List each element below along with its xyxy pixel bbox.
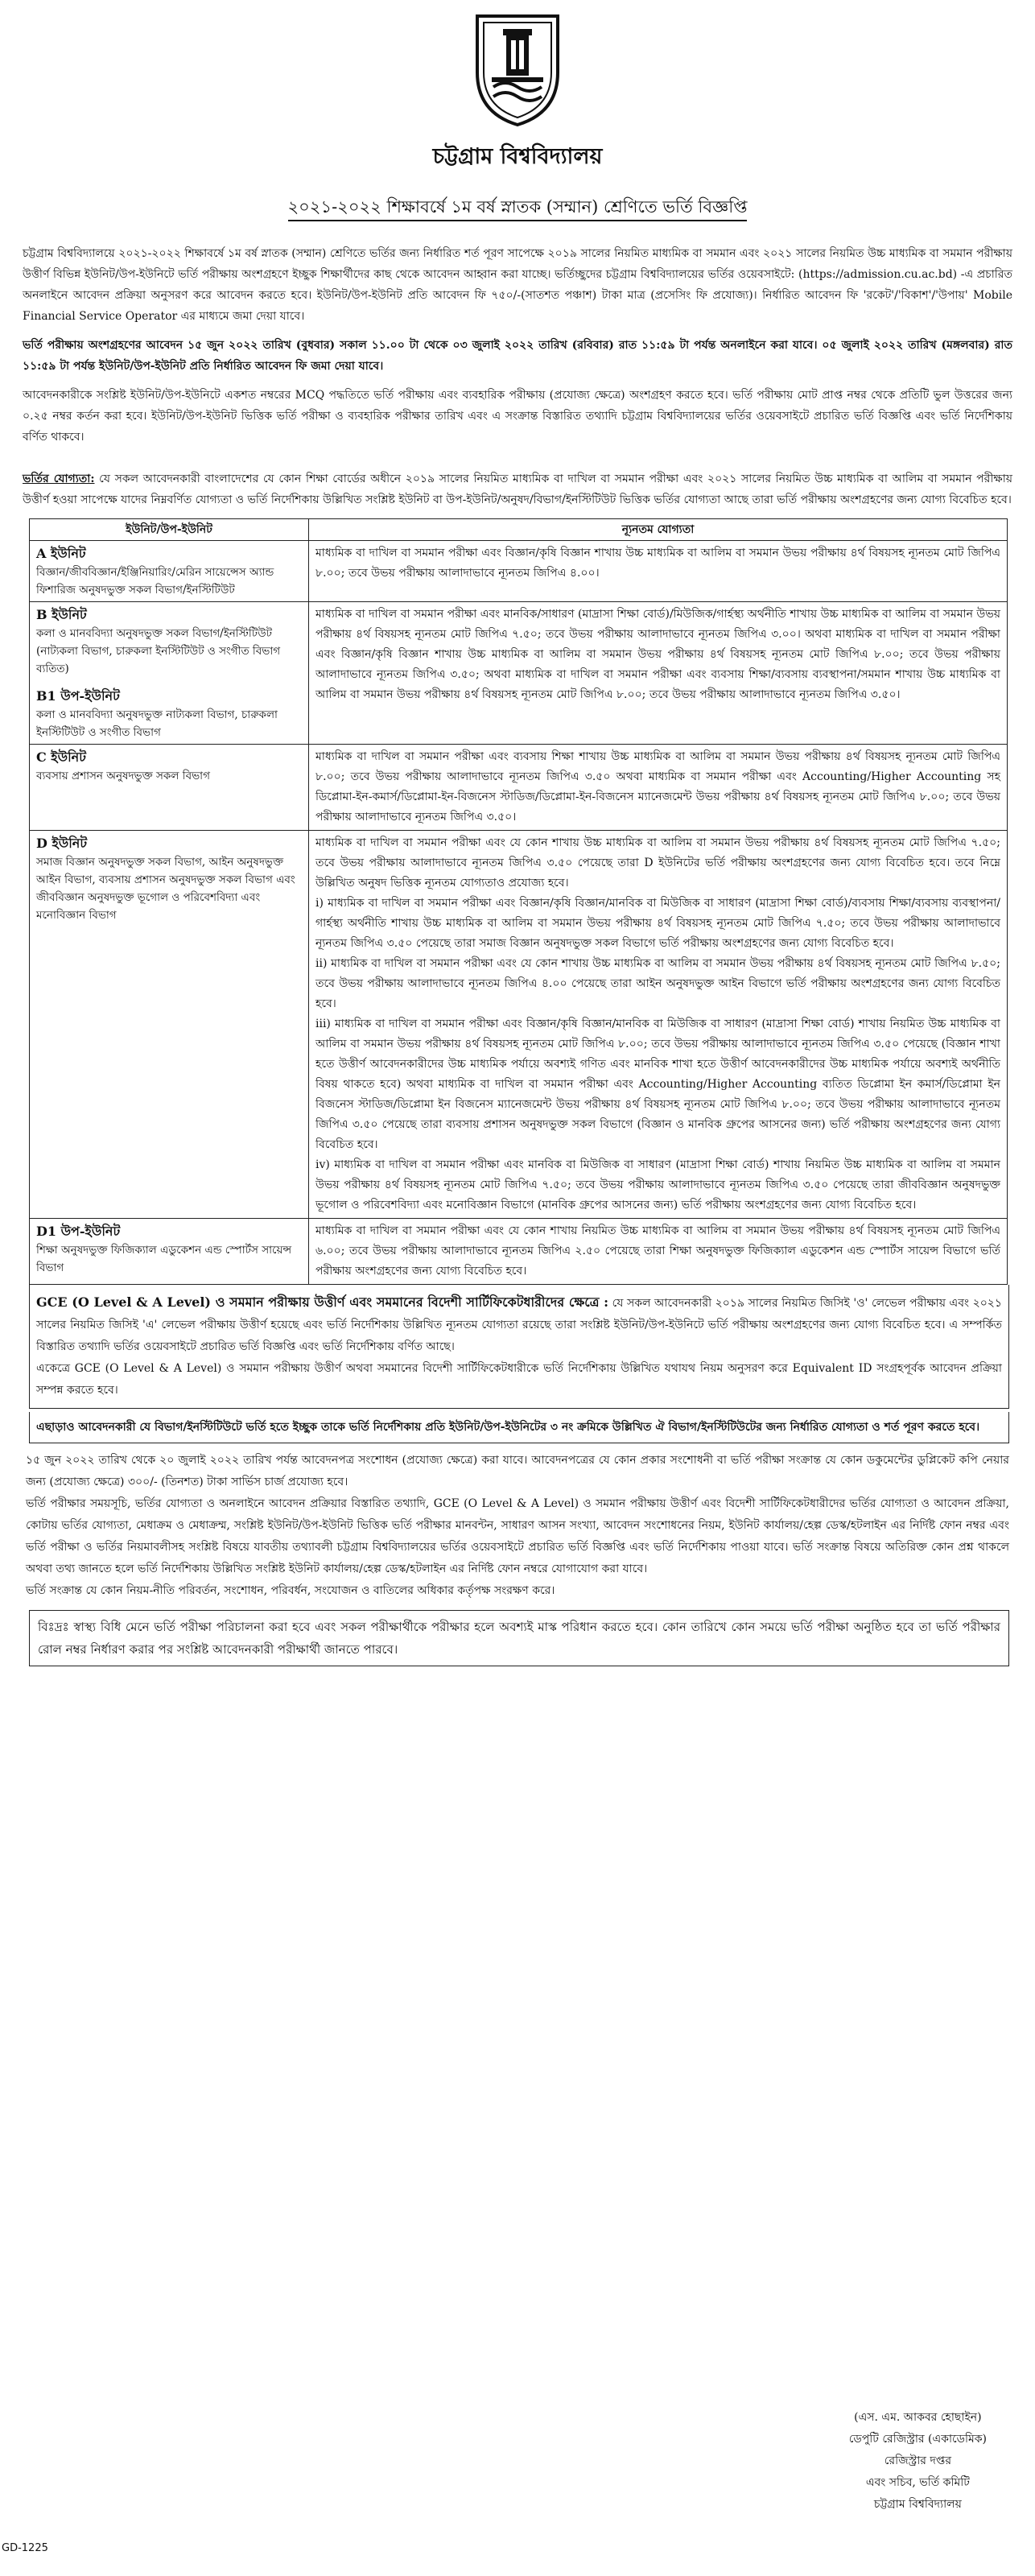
- correction-paragraph: ১৫ জুন ২০২২ তারিখ থেকে ২০ জুলাই ২০২২ তারিখ পর্যন্ত আবেদনপত্র সংশোধন (প্রযোজ্য ক্ষেত্রে) করা যাবে। আবেদনপত্রের যে কোন প্রকার সংশোধনী বা ভর্তি পরীক্ষা সংক্রান্ত যে কোন ডকুমেন্টের ডুপ্লিকেট কপি নেয়ার জন্য (প্রযোজ্য ক্ষেত্রে) ৩০০/- (তিনশত) টাকা সার্ভিস চার্জ প্রযোজ্য হবে।: [26, 1454, 1009, 1488]
- eligibility-table: [29, 518, 1008, 1285]
- header-unit: ইউনিট/উপ-ইউনিট: [30, 519, 309, 541]
- gce-text-1: যে সকল আবেদনকারী ২০১৯ সালের নিয়মিত জিসিই 'ও' লেভেল পরীক্ষায় এবং ২০২১ সালের নিয়মিত জিসিই 'এ' লেভেল পরীক্ষায় উত্তীর্ণ হয়েছে এবং ভর্তি নির্দেশিকায় উল্লিখিত ন্যূনতম যোগ্যতা রয়েছে তারা সংশ্লিষ্ট ইউনিট/উপ-ইউনিটে ভর্তি পরীক্ষায় অংশগ্রহণের জন্য যোগ্য বিবেচিত হবে। এ সম্পর্কিত বিস্তারিত তথ্যাদি ভর্তির ওয়েবসাইটে প্রচারিত ভর্তি বিজ্ঞপ্তি এবং ভর্তি নির্দেশিকায় বর্ণিত আছে।: [36, 1297, 1002, 1353]
- signatory-name: (এস. এম. আকবর হোছাইন): [854, 2411, 982, 2424]
- header-requirement: ন্যূনতম যোগ্যতা: [309, 519, 1008, 541]
- unit-name: D ইউনিট: [36, 836, 88, 851]
- table-header-row: [30, 519, 1008, 541]
- table-row-d1-unit: [30, 1219, 1008, 1285]
- gce-section: [29, 1285, 1009, 1409]
- signatory-university: চট্টগ্রাম বিশ্ববিদ্যালয়: [873, 2498, 962, 2511]
- gce-paragraph-1: [36, 1291, 1002, 1358]
- sub-unit-description: কলা ও মানববিদ্যা অনুষদভুক্ত নাট্যকলা বিভাগ, চারুকলা ইনস্টিটিউট ও সংগীত বিভাগ: [36, 708, 278, 739]
- eligibility-text: যে সকল আবেদনকারী বাংলাদেশের যে কোন শিক্ষা বোর্ডের অধীনে ২০১৯ সালের নিয়মিত মাধ্যমিক বা দাখিল বা সমমান পরীক্ষা এবং ২০২১ সালের নিয়মিত উচ্চ মাধ্যমিক বা আলিম বা সমমান পরীক্ষায় উত্তীর্ণ হওয়া সাপেক্ষে যাদের নিম্নবর্ণিত যোগ্যতা ও ভর্তি নির্দেশিকায় উল্লিখিত সংশ্লিষ্ট ইউনিট বা উপ-ইউনিট/অনুষদ/বিভাগ/ইনস্টিটিউট ভিত্তিক ভর্তির যোগ্যতা আছে তারা ভর্তি পরীক্ষায় অংশগ্রহণের জন্য যোগ্য বিবেচিত হবে।: [23, 473, 1012, 506]
- university-logo: [23, 8, 1012, 137]
- table-row-b-unit: [30, 602, 1008, 745]
- eligibility-label: ভর্তির যোগ্যতা:: [23, 473, 95, 485]
- unit-cell: [30, 541, 309, 602]
- health-warning-note: বিঃদ্রঃ স্বাস্থ্য বিধি মেনে ভর্তি পরীক্ষা পরিচালনা করা হবে এবং সকল পরীক্ষার্থীকে পরীক্ষার হলে অবশ্যই মাস্ক পরিধান করতে হবে। কোন তারিখে কোন সময়ে ভর্তি পরীক্ষা অনুষ্ঠিত হবে তা ভর্তি পরীক্ষার রোল নম্বর নির্ধারণ করার পর সংশ্লিষ্ট আবেদনকারী পরীক্ষার্থী জানতে পারবে।: [29, 1610, 1009, 1666]
- intro-paragraph-3: আবেদনকারীকে সংশ্লিষ্ট ইউনিট/উপ-ইউনিটে একশত নম্বরের MCQ পদ্ধতিতে ভর্তি পরীক্ষায় এবং ব্যবহারিক পরীক্ষায় (প্রযোজ্য ক্ষেত্রে) অংশগ্রহণ করতে হবে। ভর্তি পরীক্ষায় মোট প্রাপ্ত নম্বর থেকে প্রতিটি ভুল উত্তরের জন্য ০.২৫ নম্বর কর্তন করা হবে। ইউনিট/উপ-ইউনিট ভিত্তিক ভর্তি পরীক্ষা ও ব্যবহারিক পরীক্ষার তারিখ এবং এ সংক্রান্ত বিস্তারিত তথ্যাদি চট্টগ্রাম বিশ্ববিদ্যালয়ের ভর্তির ওয়েবসাইটে প্রচারিত ভর্তি বিজ্ঞপ্তি এবং ভর্তি নির্দেশিকায় বর্ণিত থাকবে।: [23, 389, 1012, 444]
- requirement-main: মাধ্যমিক বা দাখিল বা সমমান পরীক্ষা এবং যে কোন শাখায় উচ্চ মাধ্যমিক বা আলিম বা সমমান উভয় পরীক্ষায় ৪র্থ বিষয়সহ ন্যূনতম মোট জিপিএ ৭.৫০; তবে উভয় পরীক্ষায় আলাদাভাবে ন্যূনতম জিপিএ ৩.৫০ পেয়েছে তারা D ইউনিটের ভর্তি পরীক্ষায় অংশগ্রহণের জন্য যোগ্য বিবেচিত হবে। তবে নিম্নে উল্লিখিত অনুষদ ভিত্তিক ন্যূনতম যোগ্যতাও প্রযোজ্য হবে।: [315, 836, 1000, 890]
- requirement-item: ii) মাধ্যমিক বা দাখিল বা সমমান পরীক্ষা এবং যে কোন শাখায় উচ্চ মাধ্যমিক বা আলিম বা সমমান উভয় পরীক্ষায় ৪র্থ বিষয়সহ ন্যূনতম মোট জিপিএ ৮.৫০; তবে উভয় পরীক্ষায় আলাদাভাবে ন্যূনতম জিপিএ ৪.০০ পেয়েছে তারা আইন অনুষদভুক্ত আইন বিভাগে ভর্তি পরীক্ষায় অংশগ্রহণের জন্য যোগ্য বিবেচিত হবে।: [315, 957, 1000, 1010]
- requirement-cell: মাধ্যমিক বা দাখিল বা সমমান পরীক্ষা এবং ব্যবসায় শিক্ষা শাখায় উচ্চ মাধ্যমিক বা আলিম বা সমমান উভয় পরীক্ষায় ৪র্থ বিষয়সহ ন্যূনতম মোট জিপিএ ৮.০০; তবে উভয় পরীক্ষায় আলাদাভাবে ন্যূনতম জিপিএ ৩.৫০ অথবা মাধ্যমিক বা সমমান পরীক্ষা এবং Accounting/Higher Accounting সহ ডিপ্লোমা-ইন-কমার্স/ডিপ্লোমা-ইন-বিজনেস স্টাডিজ/ডিপ্লোমা-ইন-বিজনেস ম্যানেজমেন্ট উভয় পরীক্ষায় ৪র্থ বিষয়সহ ন্যূনতম মোট জিপিএ ৮.০০; তবে উভয় পরীক্ষায় আলাদাভাবে ন্যূনতম জিপিএ ৩.৫০।: [309, 745, 1008, 831]
- university-name: চট্টগ্রাম বিশ্ববিদ্যালয়: [432, 144, 603, 169]
- additional-info: [23, 1450, 1012, 1602]
- unit-cell: [30, 1219, 309, 1285]
- table-row-c-unit: [30, 745, 1008, 831]
- unit-name: C ইউনিট: [36, 749, 86, 765]
- intro-paragraph-2: ভর্তি পরীক্ষায় অংশগ্রহণের আবেদন ১৫ জুন ২০২২ তারিখ (বুধবার) সকাল ১১.০০ টা থেকে ০৩ জুলাই ২০২২ তারিখ (রবিবার) রাত ১১:৫৯ টা পর্যন্ত অনলাইনে করা যাবে। ০৫ জুলাই ২০২২ তারিখ (মঙ্গলবার) রাত ১১:৫৯ টা পর্যন্ত ইউনিট/উপ-ইউনিট প্রতি নির্ধারিত আবেদন ফি জমা দেয়া যাবে।: [23, 339, 1012, 373]
- unit-cell: [30, 831, 309, 1219]
- requirement-cell: মাধ্যমিক বা দাখিল বা সমমান পরীক্ষা এবং বিজ্ঞান/কৃষি বিজ্ঞান শাখায় উচ্চ মাধ্যমিক বা আলিম বা সমমান উভয় পরীক্ষায় ৪র্থ বিষয়সহ ন্যূনতম মোট জিপিএ ৮.০০; তবে উভয় পরীক্ষায় আলাদাভাবে ন্যূনতম জিপিএ ৪.০০।: [309, 541, 1008, 602]
- unit-name: D1 উপ-ইউনিট: [36, 1224, 121, 1239]
- authority-paragraph: ভর্তি সংক্রান্ত যে কোন নিয়ম-নীতি পরিবর্তন, সংশোধন, পরিবর্ধন, সংযোজন ও বাতিলের অধিকার কর্তৃপক্ষ সংরক্ষণ করে।: [26, 1584, 555, 1597]
- signatory-committee: এবং সচিব, ভর্তি কমিটি: [865, 2476, 970, 2489]
- table-row-a-unit: [30, 541, 1008, 602]
- table-row-d-unit: [30, 831, 1008, 1219]
- unit-description: বিজ্ঞান/জীববিজ্ঞান/ইঞ্জিনিয়ারিং/মেরিন সায়েন্সেস অ্যান্ড ফিশারিজ অনুষদভুক্ত সকল বিভাগ/ইনস্টিটিউট: [36, 566, 274, 597]
- signature-block: [849, 2407, 987, 2516]
- unit-description: সমাজ বিজ্ঞান অনুষদভুক্ত সকল বিভাগ, আইন অনুষদভুক্ত আইন বিভাগ, ব্যবসায় প্রশাসন অনুষদভুক্ত সকল বিভাগ এবং জীববিজ্ঞান অনুষদভুক্ত ভূগোল ও পরিবেশবিদ্যা এবং মনোবিজ্ঞান বিভাগ: [36, 856, 295, 922]
- gd-code: GD-1225: [2, 2542, 48, 2554]
- university-emblem-icon: [469, 8, 566, 129]
- requirement-cell: মাধ্যমিক বা দাখিল বা সমমান পরীক্ষা এবং মানবিক/সাধারণ (মাদ্রাসা শিক্ষা বোর্ড)/মিউজিক/গার্হস্থ্য অর্থনীতি শাখায় উচ্চ মাধ্যমিক বা আলিম বা সমমান উভয় পরীক্ষায় ৪র্থ বিষয়সহ ন্যূনতম মোট জিপিএ ৭.৫০; তবে উভয় পরীক্ষায় আলাদাভাবে ন্যূনতম জিপিএ ৩.০০। অথবা মাধ্যমিক বা দাখিল বা সমমান পরীক্ষা এবং বিজ্ঞান/কৃষি বিজ্ঞান শাখায় উচ্চ মাধ্যমিক বা আলিম বা সমমান উভয় পরীক্ষায় ৪র্থ বিষয়সহ ন্যূনতম মোট জিপিএ ৮.০০; তবে উভয় পরীক্ষায় আলাদাভাবে ন্যূনতম জিপিএ ৩.৫০; অথবা মাধ্যমিক বা দাখিল বা সমমান পরীক্ষা এবং ব্যবসায় শিক্ষা/ব্যবসায় ব্যবস্থাপনা/সমমান শাখায় উচ্চ মাধ্যমিক বা আলিম বা সমমান উভয় পরীক্ষায় ৪র্থ বিষয়সহ ন্যূনতম মোট জিপিএ ৮.০০; তবে উভয় পরীক্ষায় আলাদাভাবে ন্যূনতম জিপিএ ৩.৫০।: [309, 602, 1008, 745]
- requirement-cell: [309, 831, 1008, 1219]
- requirement-cell: মাধ্যমিক বা দাখিল বা সমমান পরীক্ষা এবং যে কোন শাখায় নিয়মিত উচ্চ মাধ্যমিক বা আলিম বা সমমান উভয় পরীক্ষায় ৪র্থ বিষয়সহ ন্যূনতম মোট জিপিএ ৬.০০; তবে উভয় পরীক্ষায় আলাদাভাবে ন্যূনতম জিপিএ ২.৫০ পেয়েছে তারা শিক্ষা অনুষদভুক্ত ফিজিক্যাল এডুকেশন এন্ড স্পোর্টস সায়েন্স বিভাগে ভর্তি পরীক্ষায় অংশগ্রহণের জন্য যোগ্য বিবেচিত হবে।: [309, 1219, 1008, 1285]
- gce-paragraph-2: একেত্রে GCE (O Level & A Level) ও সমমান পরীক্ষায় উত্তীর্ণ অথবা সমমানের বিদেশী সার্টিফিকেটধারীকে ভর্তি নির্দেশিকায় উল্লিখিত যথাযথ নিয়ম অনুসরণ করে Equivalent ID সংগ্রহপূর্বক আবেদন প্রক্রিয়া সম্পন্ন করতে হবে।: [36, 1362, 1002, 1397]
- gce-heading: GCE (O Level & A Level) ও সমমান পরীক্ষায় উত্তীর্ণ এবং সমমানের বিদেশী সার্টিফিকেটধারীদের ক্ষেত্রে :: [36, 1294, 609, 1310]
- requirement-item: iii) মাধ্যমিক বা দাখিল বা সমমান পরীক্ষা এবং বিজ্ঞান/কৃষি বিজ্ঞান/মানবিক বা মিউজিক বা সাধারণ (মাদ্রাসা শিক্ষা বোর্ড) শাখায় নিয়মিত উচ্চ মাধ্যমিক বা আলিম বা সমমান উভয় পরীক্ষায় ৪র্থ বিষয়সহ ন্যূনতম মোট জিপিএ ৮.০০; তবে উভয় পরীক্ষায় আলাদাভাবে ন্যূনতম জিপিএ ৩.৫০ পেয়েছে (বিজ্ঞান শাখা হতে উত্তীর্ণ আবেদনকারীদের উচ্চ মাধ্যমিক পর্যায়ে অবশ্যই গণিত এবং মানবিক শাখা হতে উত্তীর্ণ আবেদনকারীদের উচ্চ মাধ্যমিক পর্যায়ে অবশ্যই অর্থনীতি বিষয় থাকতে হবে) অথবা মাধ্যমিক বা দাখিল বা সমমান পরীক্ষা এবং Accounting/Higher Accounting ব্যতিত ডিপ্লোমা ইন কমার্স/ডিপ্লোমা ইন বিজনেস স্টাডিজ/ডিপ্লোমা ইন বিজনেস ম্যানেজমেন্ট উভয় পরীক্ষায় ৪র্থ বিষয়সহ ন্যূনতম মোট জিপিএ ৮.০০; তবে উভয় পরীক্ষায় আলাদাভাবে ন্যূনতম জিপিএ ৩.৫০ পেয়েছে তারা ব্যবসায় প্রশাসন অনুষদভুক্ত সকল বিভাগে (বিজ্ঞান ও মানবিক গ্রুপের আসনের জন্য) ভর্তি পরীক্ষায় অংশগ্রহণের জন্য যোগ্য বিবেচিত হবে।: [315, 1018, 1000, 1151]
- signatory-designation: ডেপুটি রেজিস্ট্রার (একাডেমিক): [848, 2433, 987, 2446]
- unit-cell: [30, 745, 309, 831]
- unit-description: কলা ও মানববিদ্যা অনুষদভুক্ত সকল বিভাগ/ইনস্টিটিউট (নাট্যকলা বিভাগ, চারুকলা ইনস্টিটিউট ও সংগীত বিভাগ ব্যতিত): [36, 627, 281, 675]
- department-condition-note: এছাড়াও আবেদনকারী যে বিভাগ/ইনস্টিটিউটে ভর্তি হতে ইচ্ছুক তাকে ভর্তি নির্দেশিকায় প্রতি ইউনিট/উপ-ইউনিটের ৩ নং ক্রমিকে উল্লিখিত ঐ বিভাগ/ইনস্টিটিউটের জন্য নির্ধারিত যোগ্যতা ও শর্ত পূরণ করতে হবে।: [29, 1412, 1009, 1443]
- unit-name: A ইউনিট: [36, 546, 86, 561]
- signatory-office: রেজিস্ট্রার দপ্তর: [884, 2454, 952, 2467]
- intro-paragraph-1: চট্টগ্রাম বিশ্ববিদ্যালয়ে ২০২১-২০২২ শিক্ষাবর্ষে ১ম বর্ষ স্নাতক (সম্মান) শ্রেণিতে ভর্তির জন্য নির্ধারিত শর্ত পূরণ সাপেক্ষে ২০১৯ সালের নিয়মিত মাধ্যমিক বা সমমান এবং ২০২১ সালের নিয়মিত উচ্চ মাধ্যমিক বা সমমান পরীক্ষায় উত্তীর্ণ বিভিন্ন ইউনিট/উপ-ইউনিটে ভর্তি পরীক্ষায় অংশগ্রহণে ইচ্ছুক শিক্ষার্থীদের কাছ থেকে আবেদন আহ্বান করা যাচ্ছে। ভর্তিচ্ছুদের চট্টগ্রাম বিশ্ববিদ্যালয়ের ভর্তির ওয়েবসাইটে: (https://admission.cu.ac.bd) -এ প্রচারিত অনলাইনে আবেদন প্রক্রিয়া অনুসরণ করে আবেদন করতে হবে। ইউনিট/উপ-ইউনিট প্রতি আবেদন ফি ৭৫০/-(সাতশত পঞ্চাশ) টাকা মাত্র (প্রসেসিং ফি প্রযোজ্য)। নির্ধারিত আবেদন ফি 'রকেট'/'বিকাশ'/'উপায়' Mobile Financial Service Operator এর মাধ্যমে জমা দেয়া যাবে।: [23, 247, 1012, 323]
- notice-title-text: ২০২১-২০২২ শিক্ষাবর্ষে ১ম বর্ষ স্নাতক (সম্মান) শ্রেণিতে ভর্তি বিজ্ঞপ্তি: [288, 197, 748, 221]
- details-paragraph: ভর্তি পরীক্ষার সময়সূচি, ভর্তির যোগ্যতা ও অনলাইনে আবেদন প্রক্রিয়ার বিস্তারিত তথ্যাদি, GCE (O Level & A Level) ও সমমান পরীক্ষায় উত্তীর্ণ এবং বিদেশী সার্টিফিকেটধারীদের ভর্তির যোগ্যতা ও আবেদন প্রক্রিয়া, কোটায় ভর্তির যোগ্যতা, মেধাক্রম ও মেধাক্রম্ম, সংশ্লিষ্ট ইউনিট/উপ-ইউনিট ভিত্তিক ভর্তি পরীক্ষার মানবন্টন, সাধারণ আসন সংখ্যা, আবেদন সংশোধনের নিয়ম, ইউনিট কার্যালয়/হেল্প ডেস্ক/হটলাইন এর নির্দিষ্ট ফোন নম্বর এবং ভর্তি পরীক্ষা ও ভর্তির নিয়মাবলীসহ সংশ্লিষ্ট বিষয়ে যাবতীয় তথ্যাবলী চট্টগ্রাম বিশ্ববিদ্যালয়ের ভর্তির ওয়েবসাইটে প্রচারিত ভর্তি বিজ্ঞপ্তি এবং ভর্তি নির্দেশিকায় পাওয়া যাবে। ভর্তি সংক্রান্ত বিষয়ে অতিরিক্ত কোন প্রশ্ন থাকলে অথবা তথ্য জানতে হলে ভর্তি নির্দেশিকায় উল্লিখিত সংশ্লিষ্ট ইউনিট কার্যালয়/হেল্প ডেস্ক/হটলাইন এর নির্দিষ্ট ফোন নম্বরে যোগাযোগ করা যাবে।: [26, 1497, 1009, 1575]
- eligibility-paragraph: [23, 469, 1012, 510]
- sub-unit-name: B1 উপ-ইউনিট: [36, 688, 120, 704]
- requirement-item: iv) মাধ্যমিক বা দাখিল বা সমমান পরীক্ষা এবং মানবিক বা মিউজিক বা সাধারণ (মাদ্রাসা শিক্ষা বোর্ড) শাখায় নিয়মিত উচ্চ মাধ্যমিক বা আলিম বা সমমান উভয় পরীক্ষায় ৪র্থ বিষয়সহ ন্যূনতম মোট জিপিএ ৭.৫০; তবে উভয় পরীক্ষায় আলাদাভাবে ন্যূনতম জিপিএ ৩.৫০ পেয়েছে তারা জীববিজ্ঞান অনুষদভুক্ত ভূগোল ও পরিবেশবিদ্যা এবং মনোবিজ্ঞান বিভাগে (মানবিক গ্রুপের আসনের জন্য) ভর্তি পরীক্ষায় অংশগ্রহণের জন্য যোগ্য বিবেচিত হবে।: [315, 1158, 1000, 1212]
- unit-name: B ইউনিট: [36, 607, 87, 622]
- notice-title: [23, 194, 1012, 222]
- unit-cell: [30, 602, 309, 745]
- requirement-item: i) মাধ্যমিক বা দাখিল বা সমমান পরীক্ষা এবং বিজ্ঞান/কৃষি বিজ্ঞান/মানবিক বা মিউজিক বা সাধারণ (মাদ্রাসা শিক্ষা বোর্ড)/ব্যবসায় শিক্ষা/ব্যবসায় ব্যবস্থাপনা/গার্হস্থ্য অর্থনীতি শাখায় উচ্চ মাধ্যমিক বা আলিম বা সমমান উভয় পরীক্ষায় ৪র্থ বিষয়সহ ন্যূনতম মোট জিপিএ ৭.৫০; তবে উভয় পরীক্ষায় আলাদাভাবে ন্যূনতম জিপিএ ৩.৫০ পেয়েছে তারা সমাজ বিজ্ঞান অনুষদভুক্ত সকল বিভাগে ভর্তি পরীক্ষায় অংশগ্রহণের জন্য যোগ্য বিবেচিত হবে।: [315, 897, 1000, 950]
- unit-description: শিক্ষা অনুষদভুক্ত ফিজিক্যাল এডুকেশন এন্ড স্পোর্টস সায়েন্স বিভাগ: [36, 1244, 292, 1274]
- notice-page: [23, 0, 1012, 1666]
- unit-description: ব্যবসায় প্রশাসন অনুষদভুক্ত সকল বিভাগ: [36, 770, 210, 782]
